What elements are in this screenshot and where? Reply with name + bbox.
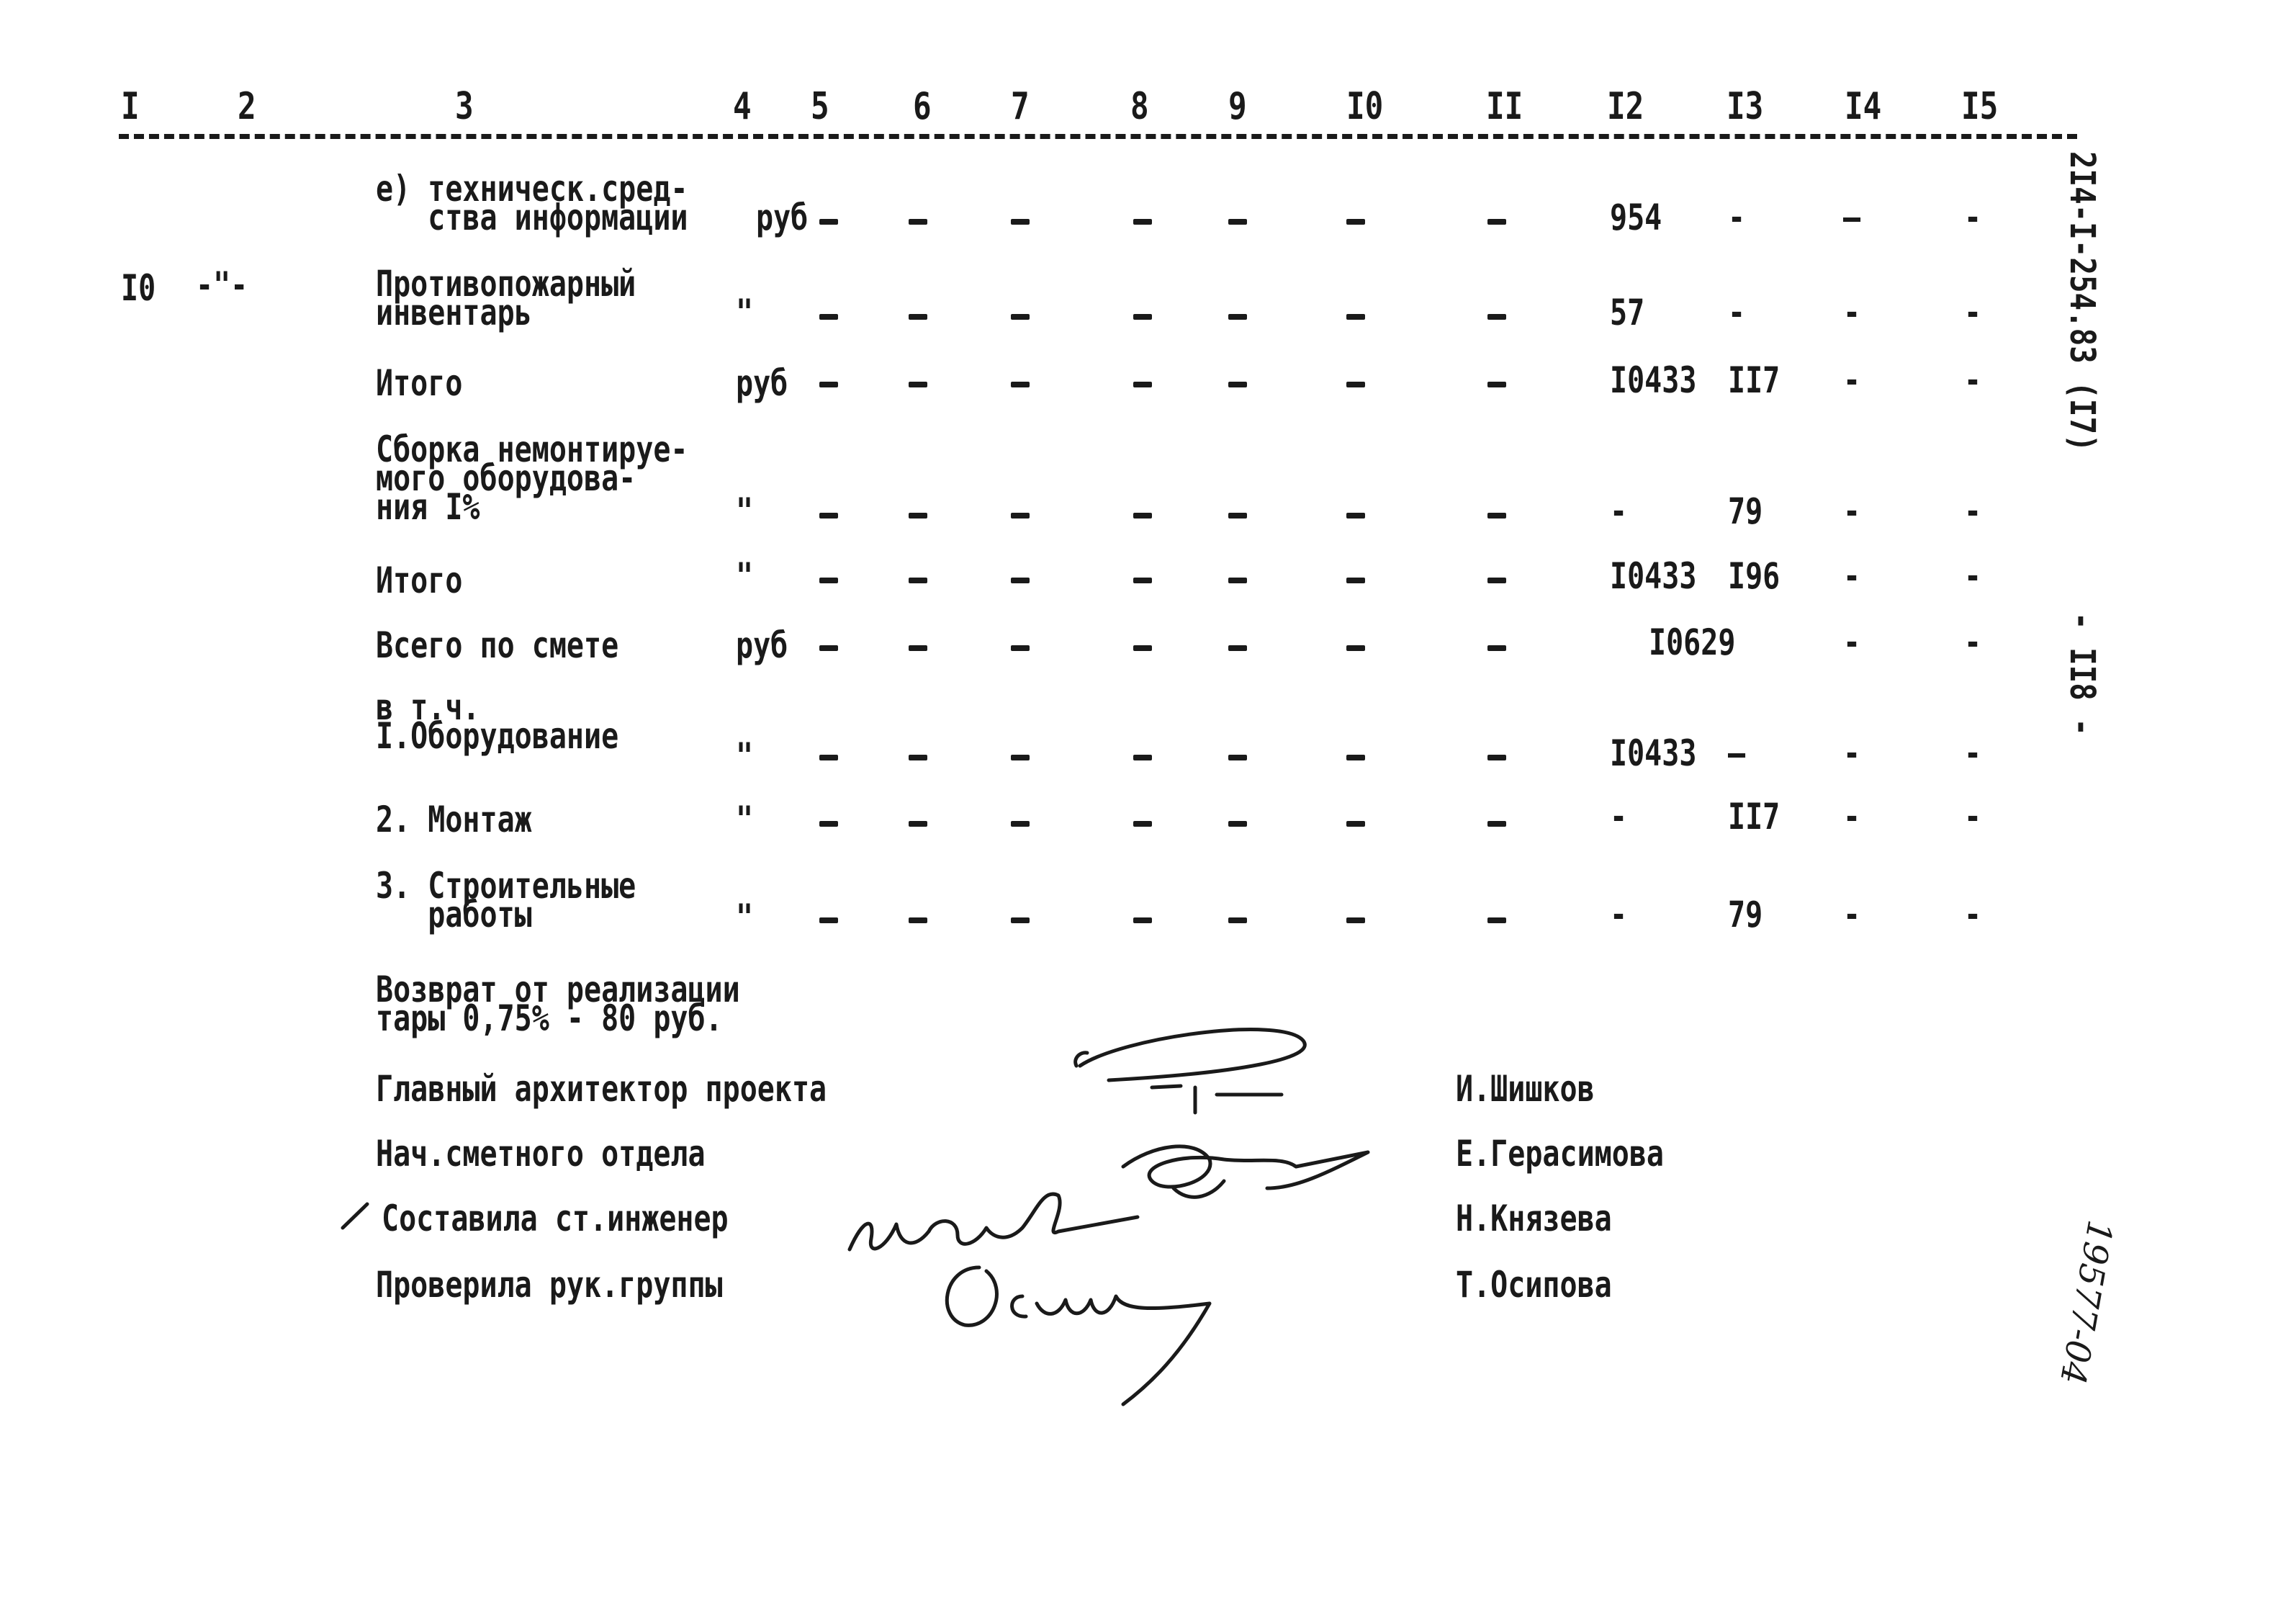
cell-col13: II7	[1728, 359, 1780, 401]
column-header-8: 8	[1130, 85, 1149, 128]
cell-col12: 57	[1610, 292, 1645, 333]
column-header-6: 6	[913, 85, 932, 128]
row-unit: руб	[756, 197, 809, 238]
cell-col14: -	[1843, 796, 1861, 838]
column-header-13: I3	[1726, 85, 1764, 128]
row-text: Итого	[376, 560, 463, 601]
signer-role: Главный архитектор проекта	[376, 1068, 827, 1110]
column-header-11: II	[1486, 85, 1523, 128]
cell-col15: -	[1964, 796, 1982, 838]
cell-col14: -	[1843, 292, 1861, 333]
signer-role: Нач.сметного отдела	[376, 1133, 706, 1175]
cell-col14: -	[1843, 359, 1861, 401]
row-unit: руб	[736, 624, 788, 666]
row-text: Всего по смете	[376, 624, 619, 666]
column-header-2: 2	[238, 85, 256, 128]
cell-col15: -	[1964, 732, 1982, 774]
cell-col15: -	[1964, 490, 1982, 532]
row-number: I0	[121, 267, 156, 309]
return-note: Возврат от реализации тары 0,75% - 80 руб.	[376, 969, 740, 1039]
column-header-5: 5	[811, 85, 829, 128]
signer-name: Т.Осипова	[1456, 1264, 1612, 1306]
row-text: в т.ч. I.Оборудование	[376, 686, 619, 757]
cell-col13: -	[1728, 292, 1746, 333]
column-header-9: 9	[1228, 85, 1247, 128]
column-header-1: I	[121, 85, 140, 128]
row-text: 2. Монтаж	[376, 799, 532, 840]
cell-col12: I0433	[1610, 555, 1697, 597]
cell-col13: II7	[1728, 796, 1780, 838]
signer-name: И.Шишков	[1456, 1068, 1595, 1110]
cell-col12: -	[1610, 490, 1628, 532]
cell-col13: 79	[1728, 490, 1763, 532]
cell-col14: —	[1843, 197, 1861, 238]
cell-col15: -	[1964, 555, 1982, 597]
row-unit: "	[736, 735, 754, 777]
cell-col12: I0433	[1610, 732, 1697, 774]
row-text: е) техническ.сред- ства информации	[376, 168, 688, 238]
cell-col12: 954	[1610, 197, 1662, 238]
document-code: 2I4-I-254.83 (I7)	[2062, 151, 2102, 452]
cell-col14: -	[1843, 555, 1861, 597]
cell-col13: —	[1728, 732, 1746, 774]
column-header-3: 3	[455, 85, 474, 128]
row-text: Сборка немонтируе- мого оборудова- ния I%	[376, 428, 688, 528]
cell-col15: -	[1964, 894, 1982, 935]
row-ditto-mark: -"-	[196, 264, 248, 306]
row-text: 3. Строительные работы	[376, 865, 636, 935]
column-header-12: I2	[1607, 85, 1644, 128]
column-header-4: 4	[733, 85, 752, 128]
signer-name: Н.Князева	[1456, 1198, 1612, 1239]
row-unit: "	[736, 292, 754, 333]
column-header-7: 7	[1011, 85, 1030, 128]
signature-2	[1123, 1146, 1368, 1197]
inventory-number: 19577-04	[2051, 1217, 2120, 1388]
row-unit: руб	[736, 362, 788, 404]
cell-col14: -	[1843, 621, 1861, 663]
row-unit: "	[736, 897, 754, 938]
cell-col12: I0433	[1610, 359, 1697, 401]
cell-col15: -	[1964, 197, 1982, 238]
row-unit: "	[736, 555, 754, 597]
column-header-15: I5	[1961, 85, 1999, 128]
cell-col12: -	[1610, 894, 1628, 935]
page-number: - II8 -	[2062, 612, 2102, 736]
column-header-10: I0	[1346, 85, 1384, 128]
signature-3	[850, 1194, 1138, 1249]
row-unit: "	[736, 490, 754, 532]
cell-col15: -	[1964, 359, 1982, 401]
row-unit: "	[736, 799, 754, 840]
row-text: Противопожарный инвентарь	[376, 263, 636, 333]
cell-col13: I96	[1728, 555, 1780, 597]
signer-name: Е.Герасимова	[1456, 1133, 1664, 1175]
cell-col14: -	[1843, 894, 1861, 935]
signature-4	[947, 1267, 1210, 1404]
cell-col14: -	[1843, 732, 1861, 774]
row-text: Итого	[376, 362, 463, 404]
cell-col13: 79	[1728, 894, 1763, 935]
signature-1	[1080, 1030, 1305, 1113]
cell-col15: -	[1964, 621, 1982, 663]
cell-col13: -	[1728, 197, 1746, 238]
cell-col12: I0629	[1649, 621, 1736, 663]
cell-col12: -	[1610, 796, 1628, 838]
cell-col14: -	[1843, 490, 1861, 532]
cell-col15: -	[1964, 292, 1982, 333]
column-header-14: I4	[1845, 85, 1882, 128]
signer-role: Проверила рук.группы	[376, 1264, 723, 1306]
signer-role: Составила ст.инженер	[382, 1198, 729, 1239]
